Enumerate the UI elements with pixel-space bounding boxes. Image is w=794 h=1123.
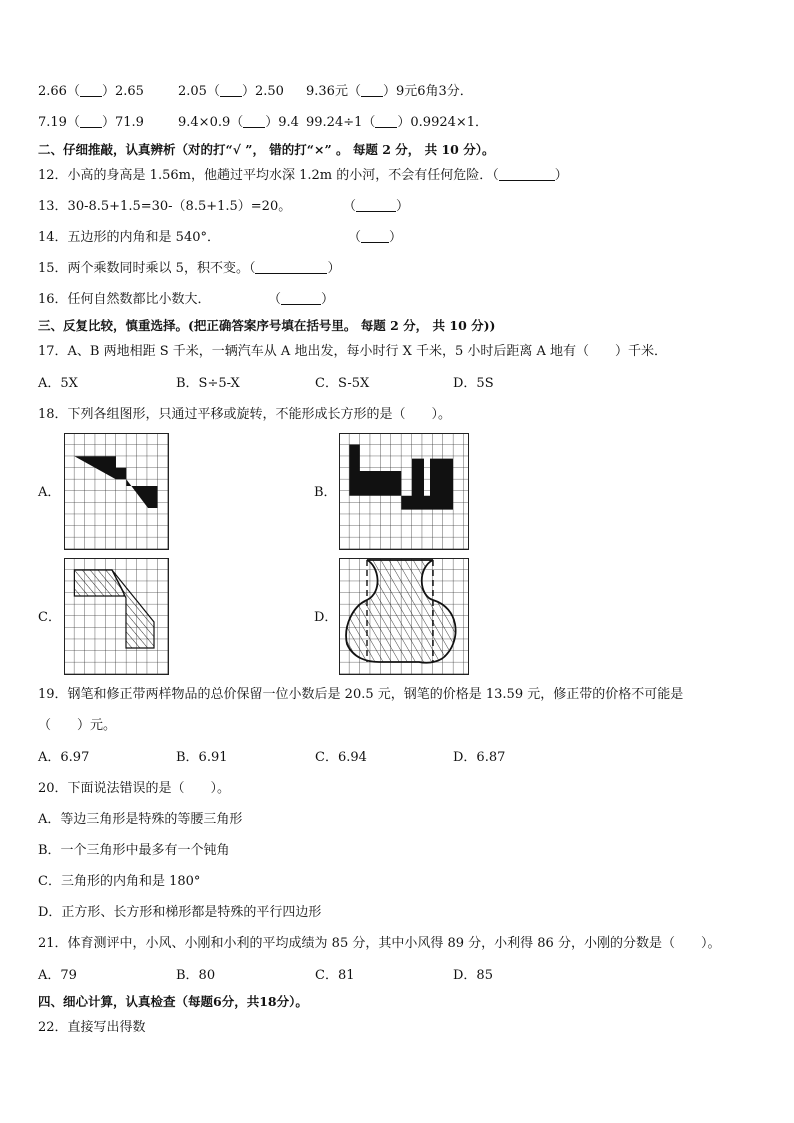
question-18-stem: 18．下列各组图形，只通过平移或旋转，不能形成长方形的是（ ）。	[38, 407, 452, 422]
q17-option-a[interactable]: A．5X	[38, 376, 78, 391]
comparison-item: 7.19（ ）71.9	[38, 115, 144, 130]
question-15: 15．两个乘数同时乘以 5，积不变。（ ）	[38, 261, 341, 276]
answer-blank[interactable]	[356, 199, 396, 212]
q20-option-b[interactable]: B．一个三角形中最多有一个钝角	[38, 843, 230, 858]
q20-option-a[interactable]: A．等边三角形是特殊的等腰三角形	[38, 812, 243, 827]
question-14: 14．五边形的内角和是 540°． （ ）	[38, 230, 403, 245]
section-4-title: 四、细心计算，认真检查（每题6分，共18分）。	[38, 994, 308, 1009]
question-21-stem: 21．体育测评中，小风、小刚和小利的平均成绩为 85 分，其中小风得 89 分，小利得 86 分，小刚的分数是（ ）。	[38, 936, 721, 951]
comparison-item: 2.05（ ）2.50	[178, 84, 284, 99]
q19-option-d[interactable]: D．6.87	[453, 750, 506, 765]
q18-label-d[interactable]: D．	[314, 610, 338, 625]
q18-figure-b	[339, 433, 470, 550]
q21-option-d[interactable]: D．85	[453, 968, 493, 983]
question-19-stem-2: （ ）元。	[38, 718, 117, 733]
question-20-stem: 20．下面说法错误的是（ ）。	[38, 781, 231, 796]
q17-option-b[interactable]: B．S÷5-X	[176, 376, 240, 391]
comparison-item: 9.4×0.9（ ）9.4	[178, 115, 299, 130]
comparison-item: 2.66（ ）2.65	[38, 84, 144, 99]
answer-blank[interactable]	[375, 115, 397, 128]
q21-option-b[interactable]: B．80	[176, 968, 216, 983]
q17-option-c[interactable]: C．S-5X	[315, 376, 370, 391]
question-22: 22．直接写出得数	[38, 1020, 146, 1035]
q20-option-d[interactable]: D．正方形、长方形和梯形都是特殊的平行四边形	[38, 905, 322, 920]
answer-blank[interactable]	[243, 115, 265, 128]
q20-option-c[interactable]: C．三角形的内角和是 180°	[38, 874, 201, 889]
q19-option-c[interactable]: C．6.94	[315, 750, 367, 765]
q21-option-c[interactable]: C．81	[315, 968, 355, 983]
answer-blank[interactable]	[361, 230, 389, 243]
section-3-title: 三、反复比较，慎重选择。(把正确答案序号填在括号里。 每题 2 分， 共 10 分))	[38, 318, 496, 333]
answer-blank[interactable]	[80, 115, 102, 128]
answer-blank[interactable]	[281, 292, 321, 305]
answer-blank[interactable]	[220, 84, 242, 97]
q17-option-d[interactable]: D．5S	[453, 376, 494, 391]
q18-figure-c	[64, 558, 170, 675]
q18-figure-d	[339, 558, 470, 675]
question-13: 13．30-8.5+1.5=30-（8.5+1.5）=20。 （ ）	[38, 199, 410, 214]
q21-option-a[interactable]: A．79	[38, 968, 77, 983]
q18-figure-a	[64, 433, 170, 550]
answer-blank[interactable]	[80, 84, 102, 97]
answer-blank[interactable]	[499, 168, 555, 181]
question-16: 16．任何自然数都比小数大． （ ）	[38, 292, 335, 307]
answer-blank[interactable]	[361, 84, 383, 97]
question-19-stem: 19．钢笔和修正带两样物品的总价保留一位小数后是 20.5 元，钢笔的价格是 13.59 元，修正带的价格不可能是	[38, 687, 684, 702]
comparison-item: 9.36元（ ）9元6角3分．	[306, 84, 473, 99]
q19-option-b[interactable]: B．6.91	[176, 750, 228, 765]
q18-label-b[interactable]: B．	[314, 485, 337, 500]
question-17-stem: 17．A、B 两地相距 S 千米，一辆汽车从 A 地出发，每小时行 X 千米，5 小时后距离 A 地有（ ）千米．	[38, 344, 668, 359]
comparison-row-2	[38, 115, 488, 131]
q18-label-c[interactable]: C．	[38, 610, 61, 625]
section-2-title: 二、仔细推敲，认真辨析（对的打“√ ”， 错的打“×” 。 每题 2 分， 共 10 分）。	[38, 142, 495, 157]
comparison-row-1	[38, 84, 473, 100]
q18-label-a[interactable]: A．	[38, 485, 61, 500]
question-12: 12．小高的身高是 1.56m，他趟过平均水深 1.2m 的小河，不会有任何危险．（ ）	[38, 168, 568, 183]
comparison-item: 99.24÷1（ ）0.9924×1．	[306, 115, 489, 130]
q19-option-a[interactable]: A．6.97	[38, 750, 90, 765]
answer-blank[interactable]	[255, 261, 327, 274]
